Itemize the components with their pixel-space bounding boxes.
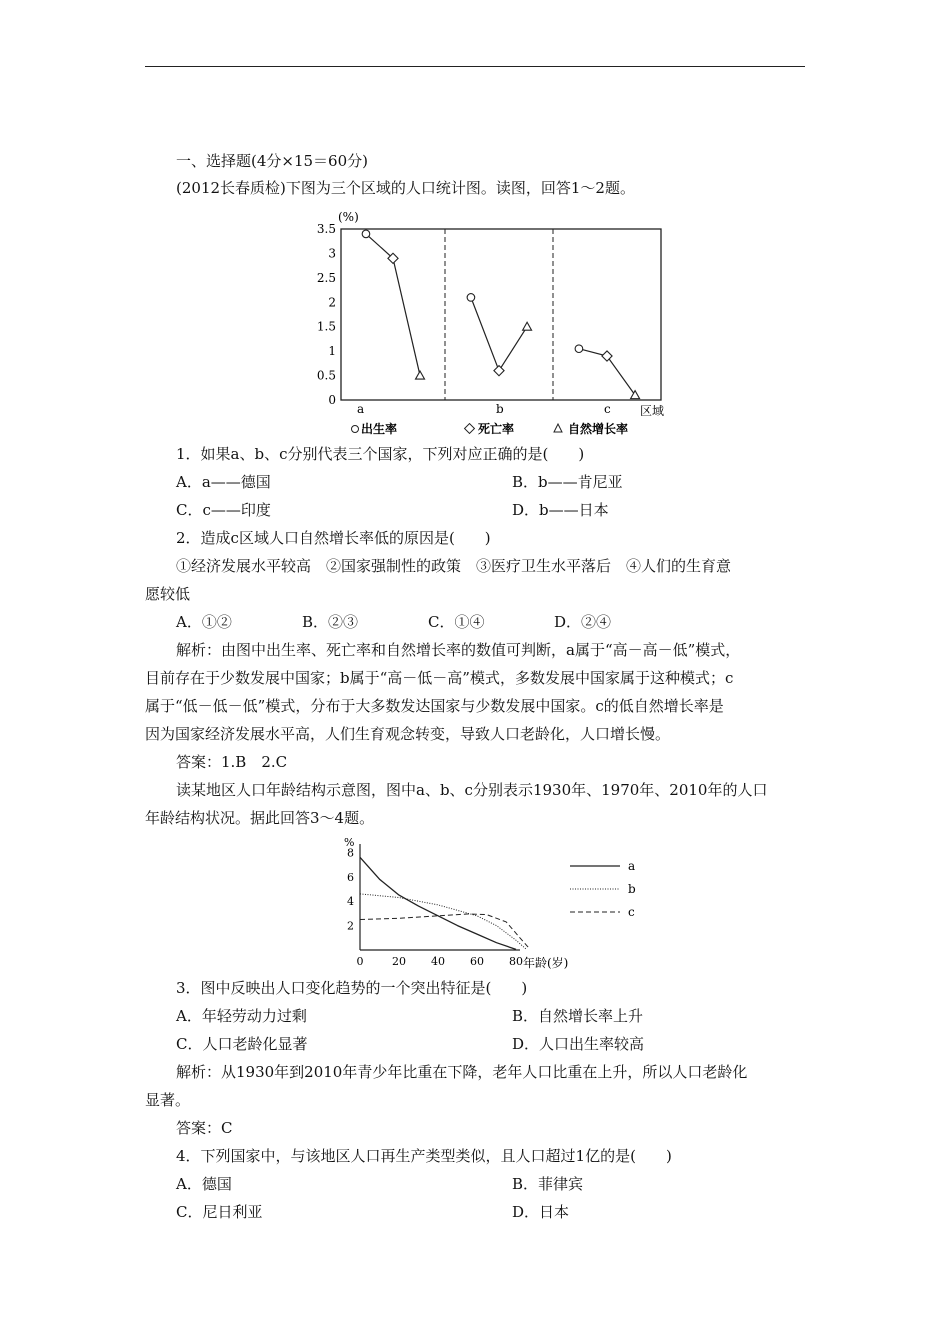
q2-statements-line2: 愿较低	[145, 585, 191, 603]
chart1-y-tick: 2	[328, 295, 336, 310]
chart1-region-b: b	[496, 402, 504, 416]
intro-question-1-2: (2012长春质检)下图为三个区域的人口统计图。读图，回答1～2题。	[176, 179, 635, 197]
legend-death-rate: 死亡率	[478, 422, 515, 436]
legend-a: a	[628, 859, 636, 873]
q1-option-c: C．c——印度	[176, 501, 271, 519]
chart1-y-unit: (%)	[338, 210, 359, 224]
q3-option-b: B．自然增长率上升	[512, 1007, 644, 1025]
chart1-y-ticks	[317, 222, 336, 407]
legend-b: b	[628, 882, 636, 896]
natural-growth-point-c	[631, 391, 640, 399]
age-curve-a	[360, 857, 516, 949]
chart1-y-tick: 2.5	[316, 270, 336, 285]
birth-rate-point-b	[467, 294, 475, 302]
chart1-region-line-b	[471, 297, 527, 370]
chart1-region-c: c	[604, 402, 611, 416]
birth-rate-point-a	[362, 230, 370, 238]
chart1-y-tick: 3	[328, 246, 336, 261]
legend-birth-rate: 出生率	[361, 422, 398, 436]
legend-c: c	[628, 905, 635, 919]
chart2-y-unit: %	[344, 836, 355, 849]
analysis1-line2: 目前存在于少数发展中国家；b属于“高－低－高”模式，多数发展中国家属于这种模式；c	[145, 669, 734, 687]
q1-option-d: D．b——日本	[512, 501, 609, 519]
chart1-y-tick: 3.5	[316, 222, 336, 236]
chart2-y-ticks	[347, 846, 354, 932]
chart2-x-ticks	[357, 955, 524, 968]
answer2: 答案：C	[176, 1119, 233, 1137]
death-rate-point-c	[602, 351, 612, 361]
chart2-x-tick: 60	[470, 955, 484, 968]
q4-option-a: A．德国	[176, 1175, 232, 1193]
q1-option-b: B．b——肯尼亚	[512, 473, 623, 491]
intro2-line2: 年龄结构状况。据此回答3～4题。	[145, 809, 375, 827]
q3-stem: 3．图中反映出人口变化趋势的一个突出特征是( )	[176, 979, 528, 997]
q1-stem: 1．如果a、b、c分别代表三个国家，下列对应正确的是( )	[176, 445, 585, 463]
q2-option-c: C．①④	[428, 613, 485, 631]
natural-growth-point-b	[523, 322, 532, 330]
q3-option-a: A．年轻劳动力过剩	[176, 1007, 307, 1025]
q4-option-d: D．日本	[512, 1203, 570, 1221]
analysis1-line1: 解析：由图中出生率、死亡率和自然增长率的数值可判断，a属于“高－高－低”模式，	[176, 641, 741, 659]
section-heading: 一、选择题(4分×15＝60分)	[176, 152, 368, 170]
q2-option-d: D．②④	[554, 613, 612, 631]
population-rate-chart	[300, 205, 680, 445]
q4-option-c: C．尼日利亚	[176, 1203, 263, 1221]
legend-natural-growth: 自然增长率	[568, 422, 629, 436]
q3-option-c: C．人口老龄化显著	[176, 1035, 308, 1053]
chart1-marks	[362, 230, 639, 399]
q2-stem: 2．造成c区域人口自然增长率低的原因是( )	[176, 529, 491, 547]
analysis1-line4: 因为国家经济发展水平高，人们生育观念转变，导致人口老龄化，人口增长慢。	[145, 725, 671, 743]
chart2-y-tick: 2	[347, 919, 354, 933]
death-rate-point-b	[494, 366, 504, 376]
analysis2-line2: 显著。	[145, 1091, 191, 1109]
chart2-x-tick: 0	[356, 955, 364, 968]
legend-birth-rate-marker	[352, 426, 359, 433]
q2-option-a: A．①②	[176, 613, 232, 631]
q4-stem: 4．下列国家中，与该地区人口再生产类型类似，且人口超过1亿的是( )	[176, 1147, 672, 1165]
chart2-y-tick: 4	[347, 895, 354, 909]
chart2-x-tick: 40	[431, 955, 445, 968]
q1-option-a: A．a——德国	[176, 473, 271, 491]
birth-rate-point-c	[575, 345, 583, 353]
intro2-line1: 读某地区人口年龄结构示意图，图中a、b、c分别表示1930年、1970年、2010年的人口	[176, 781, 768, 799]
chart1-y-tick: 0.5	[316, 368, 336, 383]
q3-option-d: D．人口出生率较高	[512, 1035, 645, 1053]
legend-death-rate-marker	[465, 424, 475, 434]
chart2-y-tick: 8	[347, 846, 354, 860]
chart1-y-tick: 1	[328, 344, 336, 359]
chart2-lines	[360, 857, 530, 949]
chart2-x-tick: 80	[509, 955, 523, 968]
natural-growth-point-a	[416, 371, 425, 379]
q2-statements-line1: ①经济发展水平较高 ②国家强制性的政策 ③医疗卫生水平落后 ④人们的生育意	[176, 557, 732, 575]
chart2-x-title: 年龄(岁)	[523, 956, 569, 970]
chart1-region-a: a	[357, 402, 365, 416]
chart2-x-tick: 20	[392, 955, 406, 968]
chart1-y-tick: 0	[328, 393, 336, 407]
q2-option-b: B．②③	[302, 613, 359, 631]
analysis2-line1: 解析：从1930年到2010年青少年比重在下降，老年人口比重在上升，所以人口老龄化	[176, 1063, 748, 1081]
chart1-x-title: 区域	[640, 404, 665, 418]
q4-option-b: B．菲律宾	[512, 1175, 584, 1193]
age-structure-chart	[330, 832, 650, 972]
answer1: 答案：1.B 2.C	[176, 753, 288, 771]
age-curve-b	[360, 894, 526, 949]
chart2-y-tick: 6	[347, 870, 354, 884]
legend-natural-growth-marker	[554, 424, 562, 432]
chart1-y-tick: 1.5	[316, 319, 336, 334]
analysis1-line3: 属于“低－低－低”模式，分布于大多数发达国家与少数发展中国家。c的低自然增长率是	[145, 697, 724, 715]
header-rule	[145, 66, 805, 67]
